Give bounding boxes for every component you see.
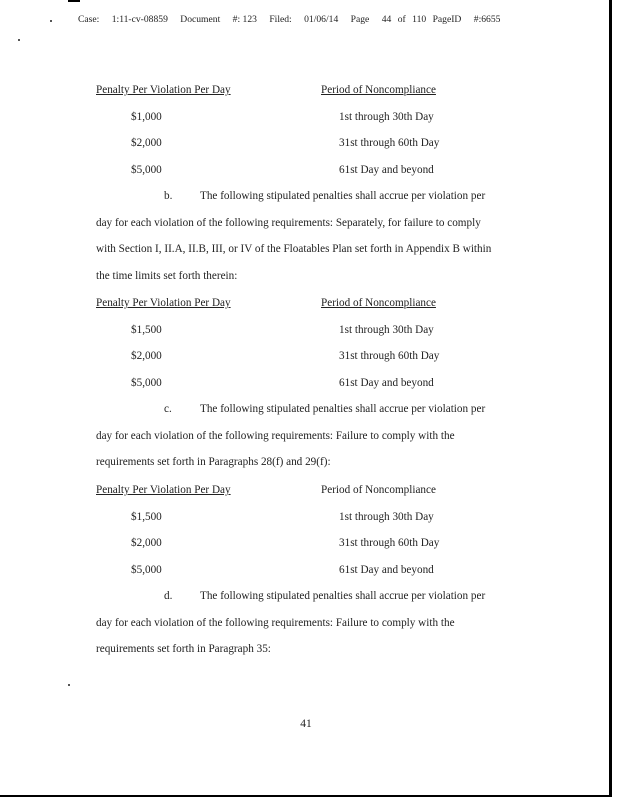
- paragraph-line: day for each violation of the following requirements: Separately, for failure to comply: [96, 216, 481, 229]
- filed-label: Filed:: [269, 14, 292, 25]
- paragraph-line: requirements set forth in Paragraphs 28(f) and 29(f):: [96, 456, 331, 469]
- period: 61st Day and beyond: [339, 377, 434, 389]
- paragraph-b: [96, 183, 516, 289]
- page-number: 41: [300, 718, 312, 730]
- document-label: Document: [180, 14, 221, 25]
- col-period: Period of Noncompliance: [321, 297, 436, 309]
- table-row: [131, 377, 551, 393]
- col-penalty: Penalty Per Violation Per Day: [96, 297, 231, 309]
- penalty-amount: $2,000: [131, 350, 162, 362]
- col-period: Period of Noncompliance: [321, 84, 436, 96]
- scan-speck: [18, 39, 20, 41]
- col-period: Period of Noncompliance: [321, 484, 436, 496]
- penalty-amount: $1,000: [131, 111, 162, 123]
- penalty-table-header: [96, 297, 536, 313]
- penalty-amount: $5,000: [131, 377, 162, 389]
- paragraph-line: The following stipulated penalties shall accrue per violation per: [200, 403, 486, 415]
- page-current: 44: [381, 14, 392, 25]
- table-row: [131, 564, 551, 580]
- paragraph-line: with Section I, II.A, II.B, III, or IV of the Floatables Plan set forth in Appendix B within: [96, 243, 492, 256]
- col-penalty: Penalty Per Violation Per Day: [96, 84, 231, 96]
- period: 1st through 30th Day: [339, 324, 434, 336]
- filed-date: 01/06/14: [304, 14, 339, 25]
- penalty-amount: $1,500: [131, 511, 162, 523]
- document-number: #: 123: [232, 14, 257, 25]
- page-label: Page: [350, 14, 370, 25]
- paragraph-line: The following stipulated penalties shall accrue per violation per: [200, 590, 486, 602]
- paragraph-line: day for each violation of the following requirements: Failure to comply with the: [96, 616, 455, 629]
- penalty-amount: $2,000: [131, 537, 162, 549]
- table-row: [131, 537, 551, 553]
- paragraph-line: The following stipulated penalties shall accrue per violation per: [200, 190, 486, 202]
- scan-speck: [50, 20, 52, 22]
- pageid-label: PageID: [432, 14, 462, 25]
- penalty-amount: $2,000: [131, 137, 162, 149]
- period: 31st through 60th Day: [339, 537, 440, 549]
- pageid-number: #:6655: [473, 14, 501, 25]
- col-penalty: Penalty Per Violation Per Day: [96, 484, 231, 496]
- penalty-table-header: [96, 84, 536, 100]
- period: 31st through 60th Day: [339, 350, 440, 362]
- case-number: 1:11-cv-08859: [111, 14, 168, 25]
- table-row: [131, 137, 551, 153]
- period: 61st Day and beyond: [339, 164, 434, 176]
- paragraph-label: d.: [164, 590, 173, 602]
- page-total: 110: [412, 14, 427, 25]
- period: 31st through 60th Day: [339, 137, 440, 149]
- case-label: Case:: [78, 14, 100, 25]
- paragraph-d: [96, 583, 516, 663]
- paragraph-line: day for each violation of the following requirements: Failure to comply with the: [96, 429, 455, 442]
- table-row: [131, 350, 551, 366]
- paragraph-label: c.: [164, 403, 172, 415]
- penalty-amount: $5,000: [131, 564, 162, 576]
- case-header: [78, 14, 510, 25]
- paragraph-line: the time limits set forth therein:: [96, 269, 238, 282]
- table-row: [131, 111, 551, 127]
- penalty-table-header: [96, 484, 536, 500]
- scan-mark: [68, 0, 80, 2]
- paragraph-c: [96, 396, 516, 476]
- scan-speck: [68, 684, 70, 686]
- paragraph-label: b.: [164, 190, 173, 202]
- table-row: [131, 324, 551, 340]
- period: 1st through 30th Day: [339, 511, 434, 523]
- table-row: [131, 511, 551, 527]
- period: 1st through 30th Day: [339, 111, 434, 123]
- period: 61st Day and beyond: [339, 564, 434, 576]
- penalty-amount: $1,500: [131, 324, 162, 336]
- page-of: of: [397, 14, 406, 25]
- table-row: [131, 164, 551, 180]
- paragraph-line: requirements set forth in Paragraph 35:: [96, 643, 271, 656]
- penalty-amount: $5,000: [131, 164, 162, 176]
